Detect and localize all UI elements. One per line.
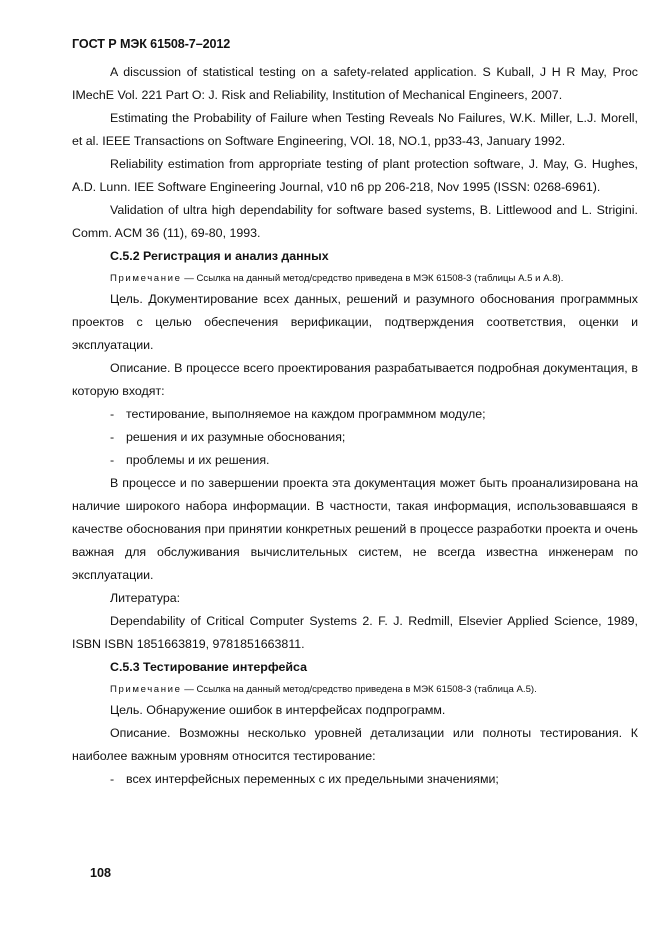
goal-paragraph: Цель. Обнаружение ошибок в интерфейсах подпрограмм. [110,703,446,717]
section-heading-c52: С.5.2 Регистрация и анализ данных [110,249,329,263]
description-paragraph: Описание. Возможны несколько уровней детализации или полноты тестирования. К наиболее важным уровням относится тестирование: [72,726,638,763]
list-item-text: проблемы и их решения. [126,453,270,467]
list-item: - проблемы и их решения. [72,449,638,472]
literature-label: Литература: [110,591,181,605]
list-item: - решения и их разумные обоснования; [72,426,638,449]
list-item: - всех интерфейсных переменных с их предельными значениями; [72,768,638,791]
page-header: ГОСТ Р МЭК 61508-7–2012 [72,37,231,51]
body-paragraph: В процессе и по завершении проекта эта документация может быть проанализирована на наличие широкого набора информации. В частности, такая информация, использовавшаяся в качестве обоснования при принятии конкретных решений в процессе разработки проекта и очень важная для обслуживания вычислительных систем, не всегда известна инженерам по эксплуатации. [72,476,638,582]
note-text: — Ссылка на данный метод/средство приведена в МЭК 61508-3 (таблица А.5). [184,684,537,695]
reference-item: Reliability estimation from appropriate testing of plant protection software, J. May, G. Hughes, A.D. Lunn. IEE Software Engineering Journal, v10 n6 pp 206-218, Nov 1995 (ISSN: 0268-6961). [72,157,638,194]
note-label: Примечание [110,273,182,284]
description-paragraph: Описание. В процессе всего проектирования разрабатывается подробная документация, в которую входят: [72,361,638,398]
section-note [72,679,638,699]
reference-item: Estimating the Probability of Failure when Testing Reveals No Failures, W.K. Miller, L.J. Morell, et al. IEEE Transactions on Software Engineering, VOl. 18, NO.1, pp33-43, January 1992. [72,111,638,148]
list-item: - тестирование, выполняемое на каждом программном модуле; [72,403,638,426]
note-label: Примечание [110,684,182,695]
section-heading-c53: С.5.3 Тестирование интерфейса [110,660,307,674]
page-number: 108 [90,866,112,880]
list-item-text: всех интерфейсных переменных с их предельными значениями; [126,772,499,786]
literature-reference: Dependability of Critical Computer Systems 2. F. J. Redmill, Elsevier Applied Science, 1989, ISBN ISBN 1851663819, 9781851663811. [72,614,638,651]
goal-paragraph: Цель. Документирование всех данных, решений и разумного обоснования программных проектов с целью обеспечения верификации, подтверждения соответствия, оценки и эксплуатации. [72,292,638,352]
list-item-text: тестирование, выполняемое на каждом программном модуле; [126,407,486,421]
note-text: — Ссылка на данный метод/средство приведена в МЭК 61508-3 (таблицы А.5 и А.8). [184,273,564,284]
reference-item: A discussion of statistical testing on a safety-related application. S Kuball, J H R May, Proc IMechE Vol. 221 Part O: J. Risk and Reliability, Institution of Mechanical Engineers, 2007. [72,65,638,102]
section-note [72,268,638,288]
page-body [72,61,638,791]
list-item-text: решения и их разумные обоснования; [126,430,346,444]
reference-item: Validation of ultra high dependability for software based systems, B. Littlewood and L. Strigini. Comm. ACM 36 (11), 69-80, 1993. [72,203,638,240]
